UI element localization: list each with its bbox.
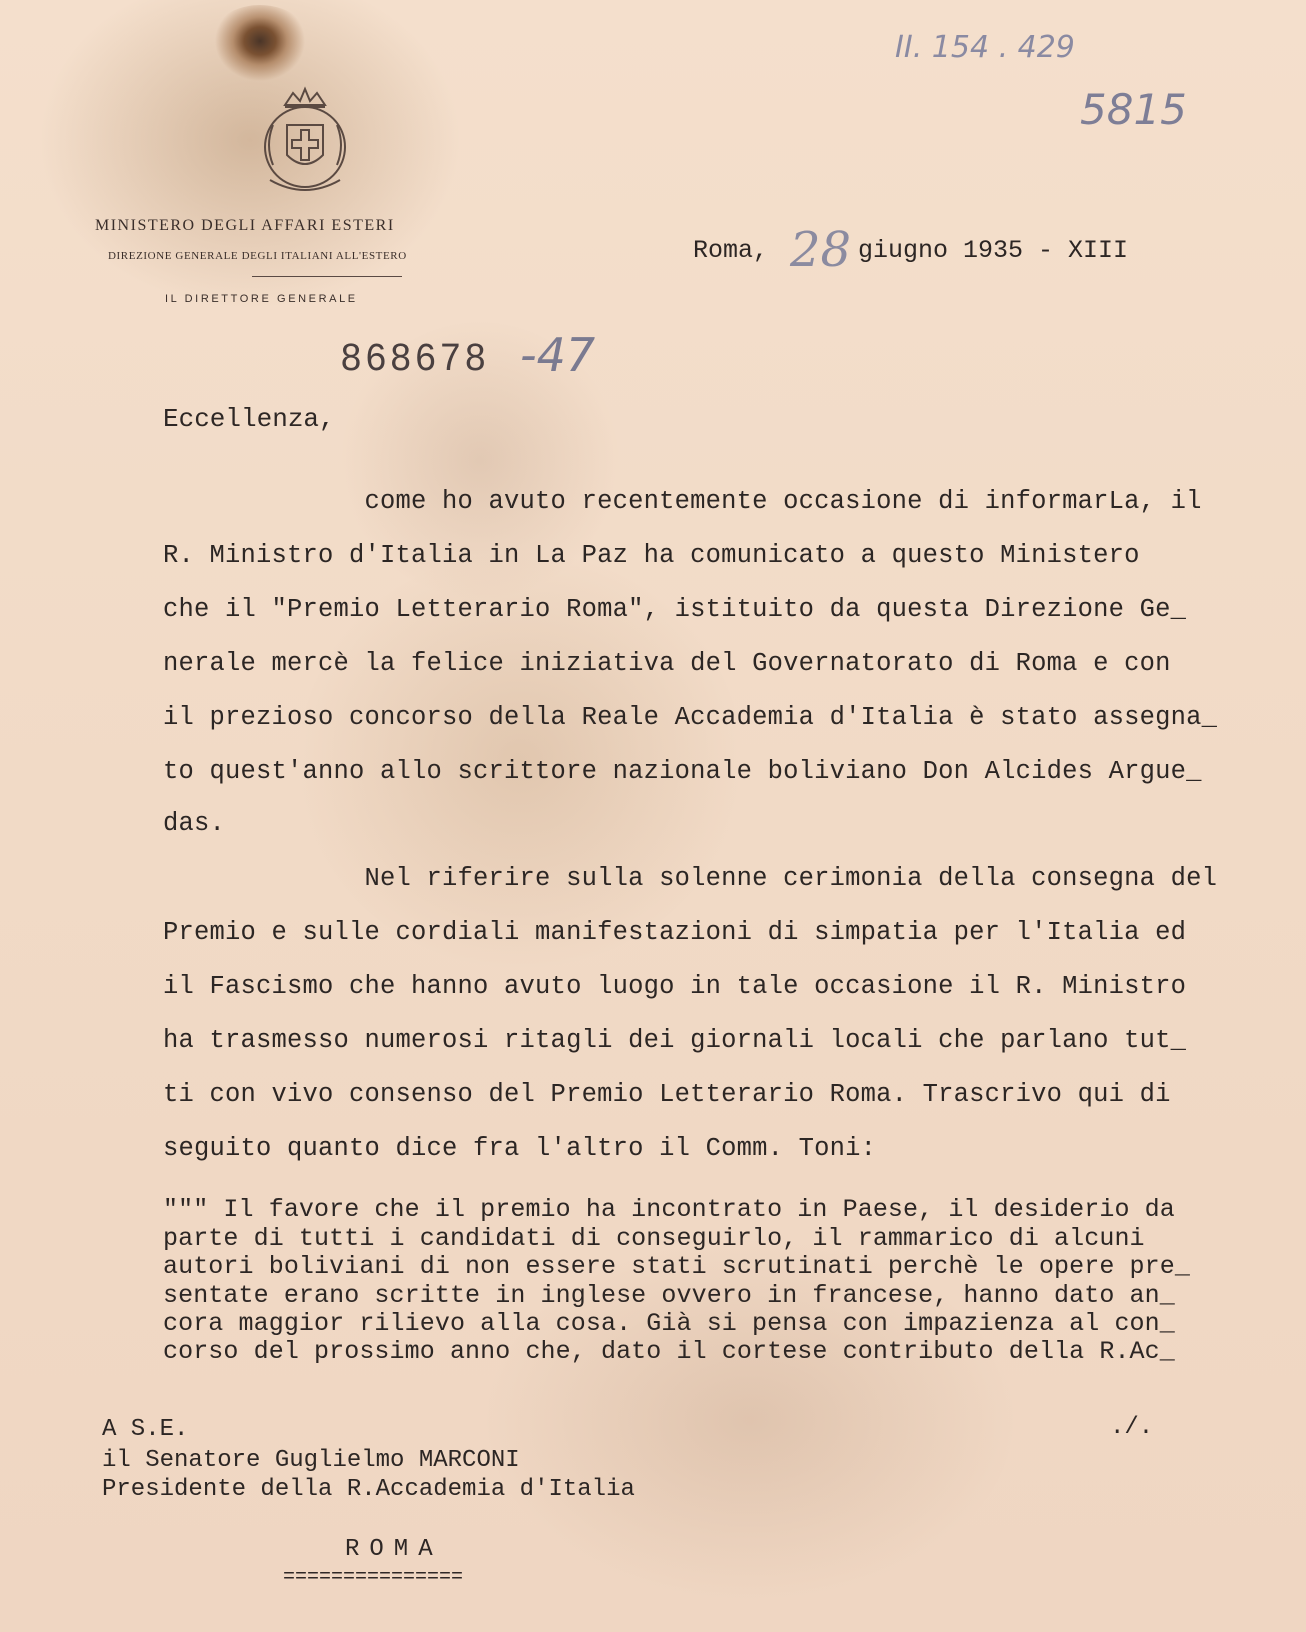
archive-reference: II. 154 . 429 xyxy=(895,30,1075,65)
city-underline: =============== xyxy=(283,1566,464,1589)
date-place: Roma, xyxy=(693,236,769,265)
archive-number: 5815 xyxy=(1080,85,1187,134)
body-line: il prezioso concorso della Reale Accademia d'Italia è stato assegna_ xyxy=(163,703,1218,732)
address-line: A S.E. xyxy=(102,1416,189,1443)
protocol-suffix: -47 xyxy=(520,328,596,382)
body-line: il Fascismo che hanno avuto luogo in tale occasione il R. Ministro xyxy=(163,972,1187,1001)
body-line: che il "Premio Letterario Roma", istituito da questa Direzione Ge_ xyxy=(163,595,1187,624)
date-day-handwritten: 28 xyxy=(790,222,852,278)
ministry-name: MINISTERO DEGLI AFFARI ESTERI xyxy=(95,217,395,234)
body-line: seguito quanto dice fra l'altro il Comm. Toni: xyxy=(163,1134,877,1163)
direttore-title: IL DIRETTORE GENERALE xyxy=(165,293,358,305)
address-line: Presidente della R.Accademia d'Italia xyxy=(102,1476,635,1503)
body-line: das. xyxy=(163,809,226,838)
recipient-city: ROMA xyxy=(345,1536,443,1563)
quote-line: corso del prossimo anno che, dato il cortese contributo della R.Ac_ xyxy=(163,1337,1175,1366)
direzione-name: DIREZIONE GENERALE DEGLI ITALIANI ALL'ESTERO xyxy=(108,250,407,262)
quote-line: sentate erano scritte in inglese ovvero in francese, hanno dato an_ xyxy=(163,1281,1175,1310)
burn-stain xyxy=(205,5,315,95)
address-line: il Senatore Guglielmo MARCONI xyxy=(102,1447,520,1474)
body-line: come ho avuto recentemente occasione di informarLa, il xyxy=(163,487,1202,516)
continuation-mark: ./. xyxy=(1110,1414,1154,1441)
date-month-year: giugno 1935 - XIII xyxy=(858,236,1129,265)
quote-line: autori boliviani di non essere stati scrutinati perchè le opere pre_ xyxy=(163,1252,1190,1281)
body-line: ha trasmesso numerosi ritagli dei giornali locali che parlano tut_ xyxy=(163,1026,1187,1055)
body-line: nerale mercè la felice iniziativa del Governatorato di Roma e con xyxy=(163,649,1171,678)
body-line: ti con vivo consenso del Premio Letterario Roma. Trascrivo qui di xyxy=(163,1080,1171,1109)
coat-of-arms-icon xyxy=(255,85,355,203)
body-line: R. Ministro d'Italia in La Paz ha comunicato a questo Ministero xyxy=(163,541,1140,570)
quote-line: cora maggior rilievo alla cosa. Già si pensa con impazienza al con_ xyxy=(163,1309,1175,1338)
body-line: to quest'anno allo scrittore nazionale boliviano Don Alcides Argue_ xyxy=(163,757,1202,786)
quote-line: parte di tutti i candidati di conseguirlo, il rammarico di alcuni xyxy=(163,1224,1145,1253)
quote-line: """ Il favore che il premio ha incontrato in Paese, il desiderio da xyxy=(163,1195,1175,1224)
letterhead-divider xyxy=(252,276,402,277)
body-line: Nel riferire sulla solenne cerimonia della consegna del xyxy=(163,864,1218,893)
body-line: Premio e sulle cordiali manifestazioni di simpatia per l'Italia ed xyxy=(163,918,1187,947)
dateline xyxy=(693,236,1128,265)
salutation: Eccellenza, xyxy=(163,404,335,434)
protocol-stamp: 868678 xyxy=(340,338,490,383)
